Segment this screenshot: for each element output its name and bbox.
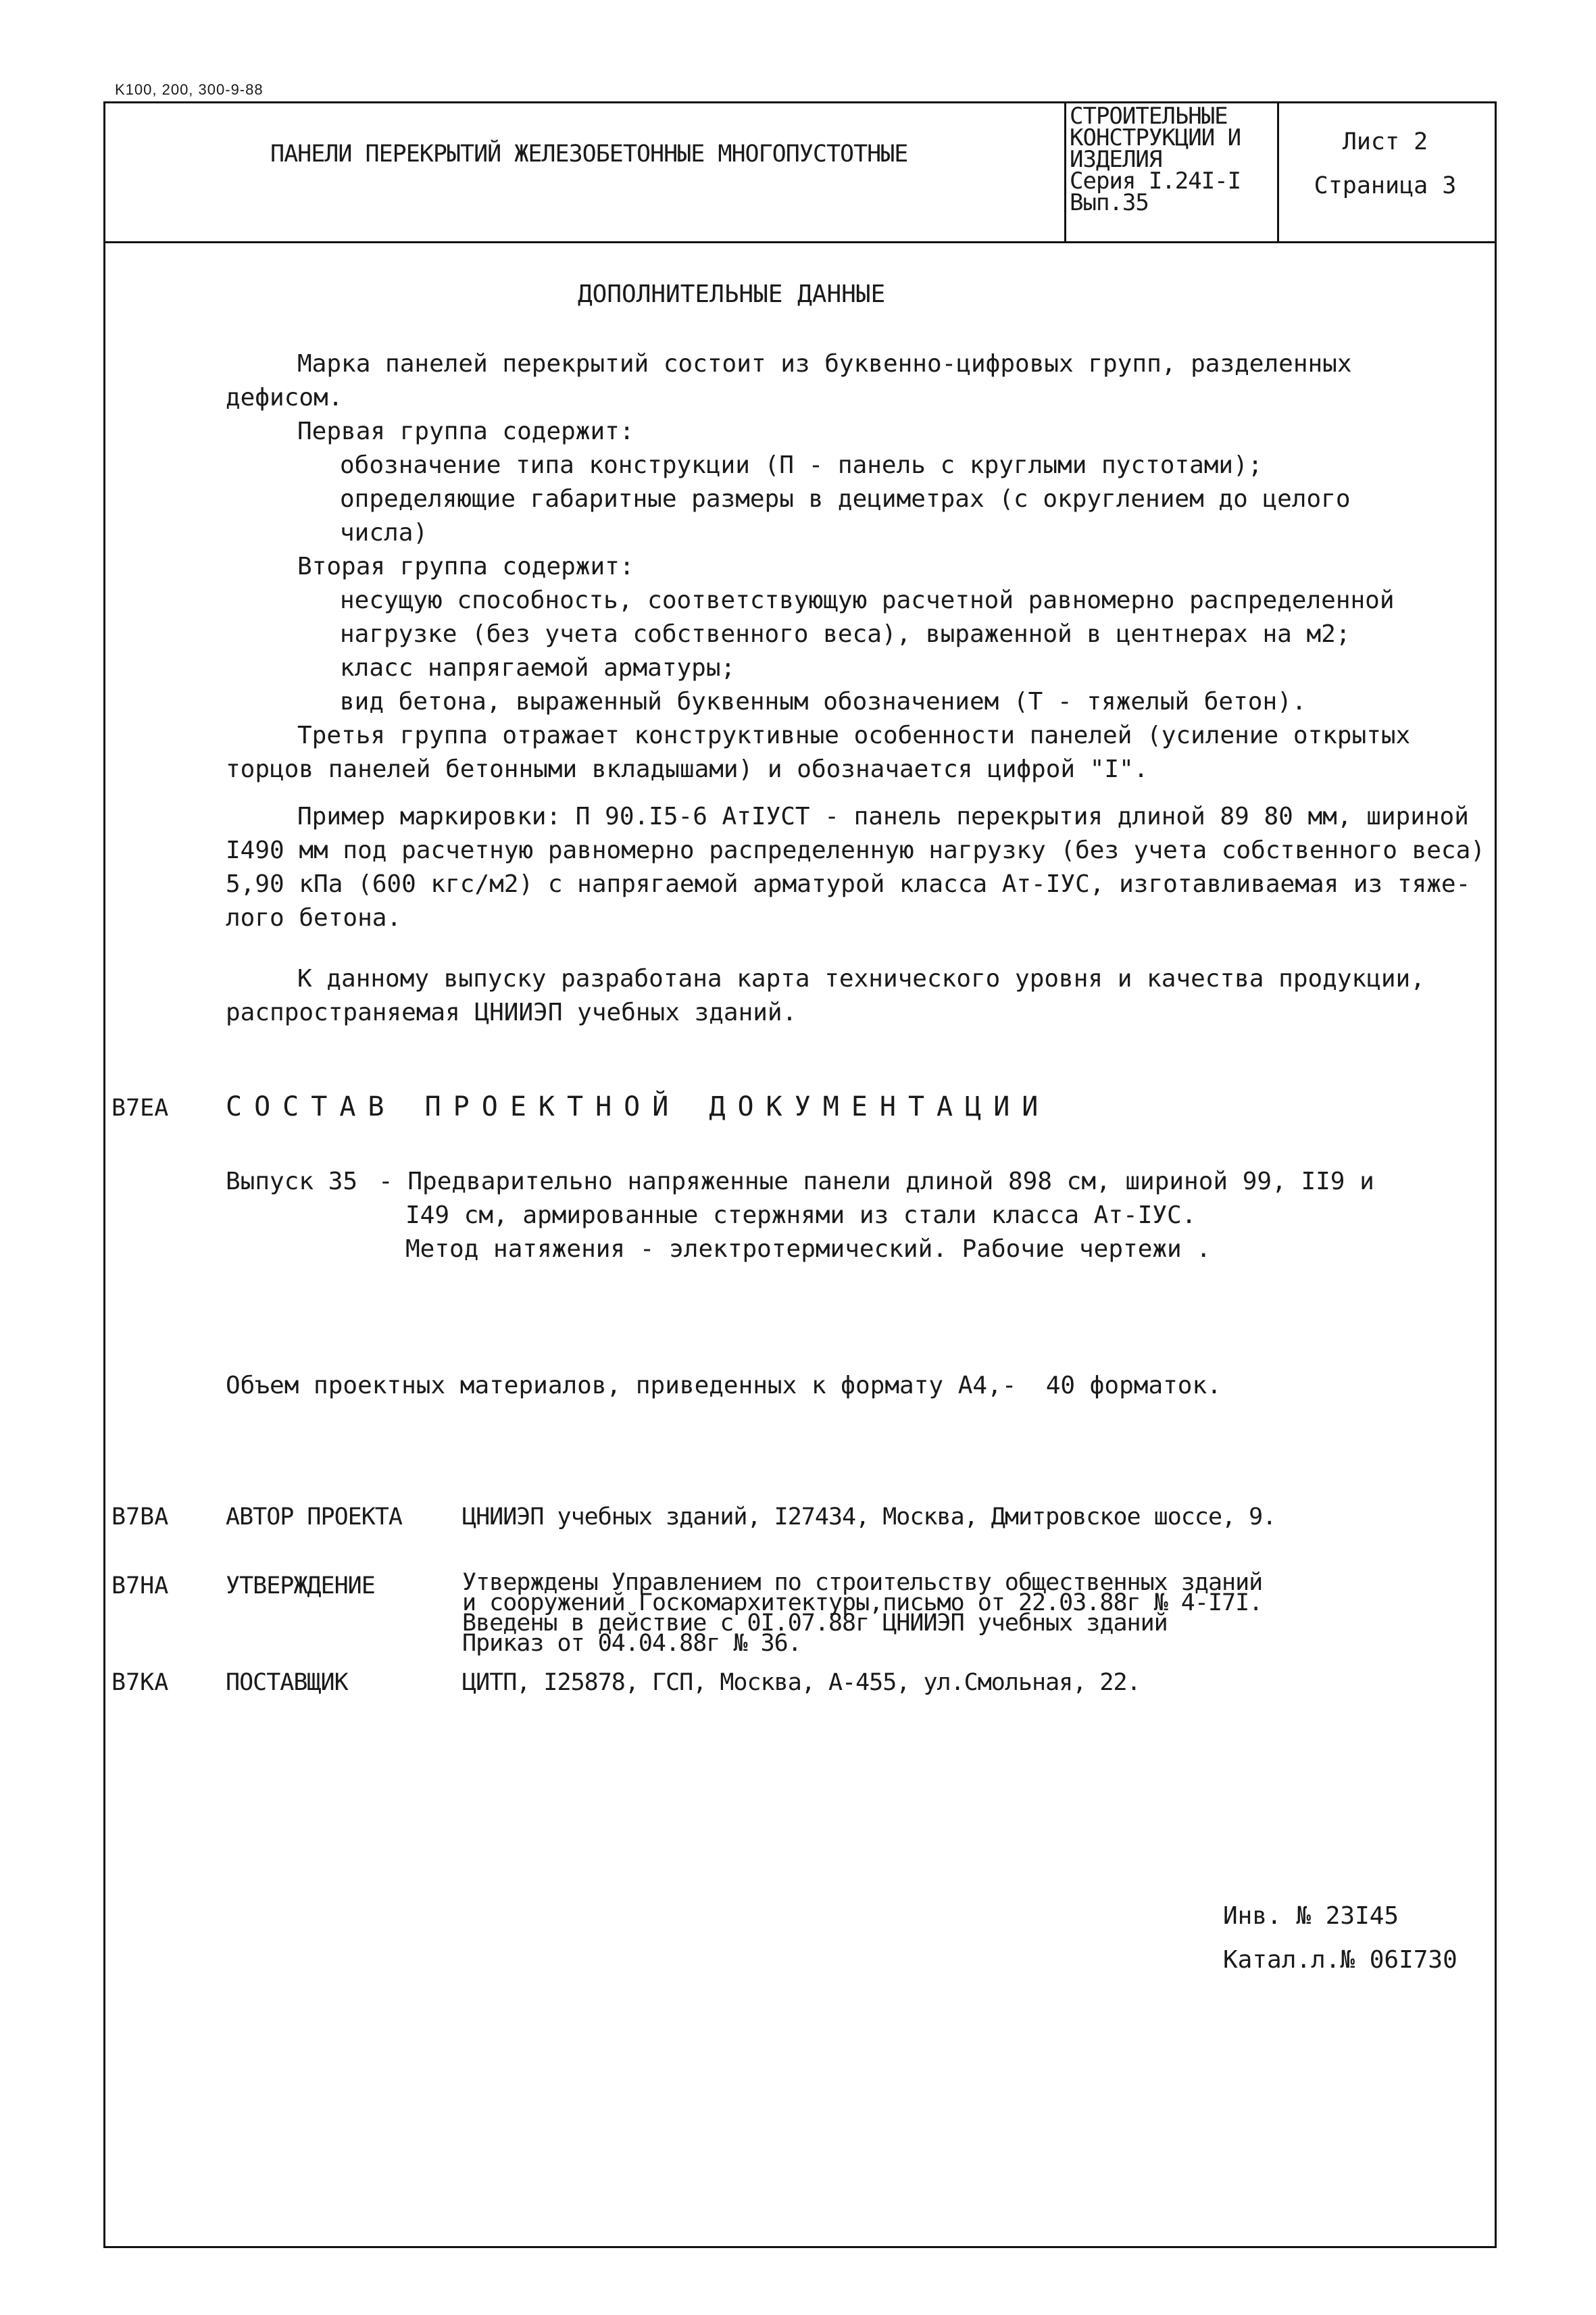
text-line: Вторая группа содержит: (297, 553, 634, 580)
record-value: Приказ от 04.04.88г № 36. (462, 1630, 801, 1657)
issue-line: - Предварительно напряженные панели длиной 898 см, шириной 99, II9 и (378, 1168, 1374, 1195)
record-value: и сооружений Госкомархитектуры,письмо от 22.03.88г № 4-I7I. (462, 1589, 1263, 1616)
record-code: В7НА (111, 1572, 169, 1599)
record-code: В7КА (111, 1669, 169, 1696)
record-code: В7ВА (111, 1503, 169, 1530)
record-label: АВТОР ПРОЕКТА (226, 1503, 402, 1530)
text-line: обозначение типа конструкции (П - панель с круглыми пустотами); (340, 451, 1263, 479)
series-line: СТРОИТЕЛЬНЫЕ (1070, 103, 1228, 130)
inventory-number: Инв. № 23I45 (1223, 1902, 1399, 1930)
series-line: КОНСТРУКЦИИ И (1070, 124, 1241, 151)
text-line: определяющие габаритные размеры в дециметрах (с округлением до целого (340, 485, 1351, 513)
issue-line: I49 см, армированные стержнями из стали класса Ат-IУС. (405, 1201, 1197, 1229)
record-label: ПОСТАВЩИК (226, 1669, 348, 1696)
series-block (1070, 105, 1272, 214)
issue-line: Метод натяжения - электротермический. Рабочие чертежи . (405, 1235, 1212, 1263)
series-line: Серия I.24I-I (1070, 168, 1241, 195)
text-line: Пример маркировки: П 90.I5-6 АтIУСТ - панель перекрытия длиной 89 80 мм, шириной (297, 803, 1469, 830)
document-title: ПАНЕЛИ ПЕРЕКРЫТИЙ ЖЕЛЕЗОБЕТОННЫЕ МНОГОПУСТОТНЫЕ (270, 141, 908, 168)
title-block-divider-2 (1277, 101, 1279, 243)
record-value: ЦИТП, I25878, ГСП, Москва, А-455, ул.Смольная, 22. (462, 1669, 1141, 1696)
document-code: K100, 200, 300-9-88 (115, 81, 264, 98)
text-line: дефисом. (226, 384, 343, 412)
text-line: класс напрягаемой арматуры; (340, 654, 736, 682)
title-block-divider-1 (1064, 101, 1066, 243)
text-line: Марка панелей перекрытий состоит из буквенно-цифровых групп, разделенных (297, 350, 1352, 378)
text-line: распространяемая ЦНИИЭП учебных зданий. (226, 999, 797, 1026)
text-line: Третья группа отражает конструктивные особенности панелей (усиление открытых (297, 722, 1411, 749)
additional-data-heading: ДОПОЛНИТЕЛЬНЫЕ ДАННЫЕ (578, 280, 886, 308)
text-line: Первая группа содержит: (297, 418, 634, 445)
text-line: вид бетона, выраженный буквенным обозначением (Т - тяжелый бетон). (340, 688, 1307, 716)
text-line: нагрузке (без учета собственного веса), выраженной в центнерах на м2; (340, 620, 1351, 648)
record-label: УТВЕРЖДЕНИЕ (226, 1572, 375, 1599)
composition-heading: СОСТАВ ПРОЕКТНОЙ ДОКУМЕНТАЦИИ (226, 1091, 1051, 1122)
text-line: К данному выпуску разработана карта технического уровня и качества продукции, (297, 965, 1425, 993)
series-line: ИЗДЕЛИЯ (1070, 146, 1162, 173)
record-value: ЦНИИЭП учебных зданий, I27434, Москва, Дмитровское шоссе, 9. (462, 1503, 1276, 1530)
text-line: торцов панелей бетонными вкладышами) и обозначается цифрой "I". (226, 755, 1149, 783)
series-line: Вып.35 (1070, 189, 1149, 216)
text-line: несущую способность, соответствующую расчетной равномерно распределенной (340, 587, 1395, 614)
sheet-number: Лист 2 (1342, 128, 1428, 155)
record-value: Введены в действие с 0I.07.88г ЦНИИЭП учебных зданий (462, 1610, 1168, 1637)
issue-label: Выпуск 35 (226, 1168, 358, 1195)
text-line: лого бетона. (226, 904, 402, 932)
volume-line: Объем проектных материалов, приведенных к формату А4,- 40 форматок. (226, 1372, 1222, 1399)
catalog-number: Катал.л.№ 06I730 (1223, 1946, 1457, 1974)
text-line: числа) (340, 519, 428, 547)
text-line: 5,90 кПа (600 кгс/м2) с напрягаемой арматурой класса Ат-IУС, изготавливаемая из тяже- (226, 870, 1471, 898)
text-line: I490 мм под расчетную равномерно распределенную нагрузку (без учета собственного веса) (226, 837, 1485, 864)
record-value: Утверждены Управлением по строительству общественных зданий (462, 1569, 1263, 1596)
section-code: В7ЕА (111, 1095, 169, 1122)
page-number: Страница 3 (1314, 172, 1457, 199)
